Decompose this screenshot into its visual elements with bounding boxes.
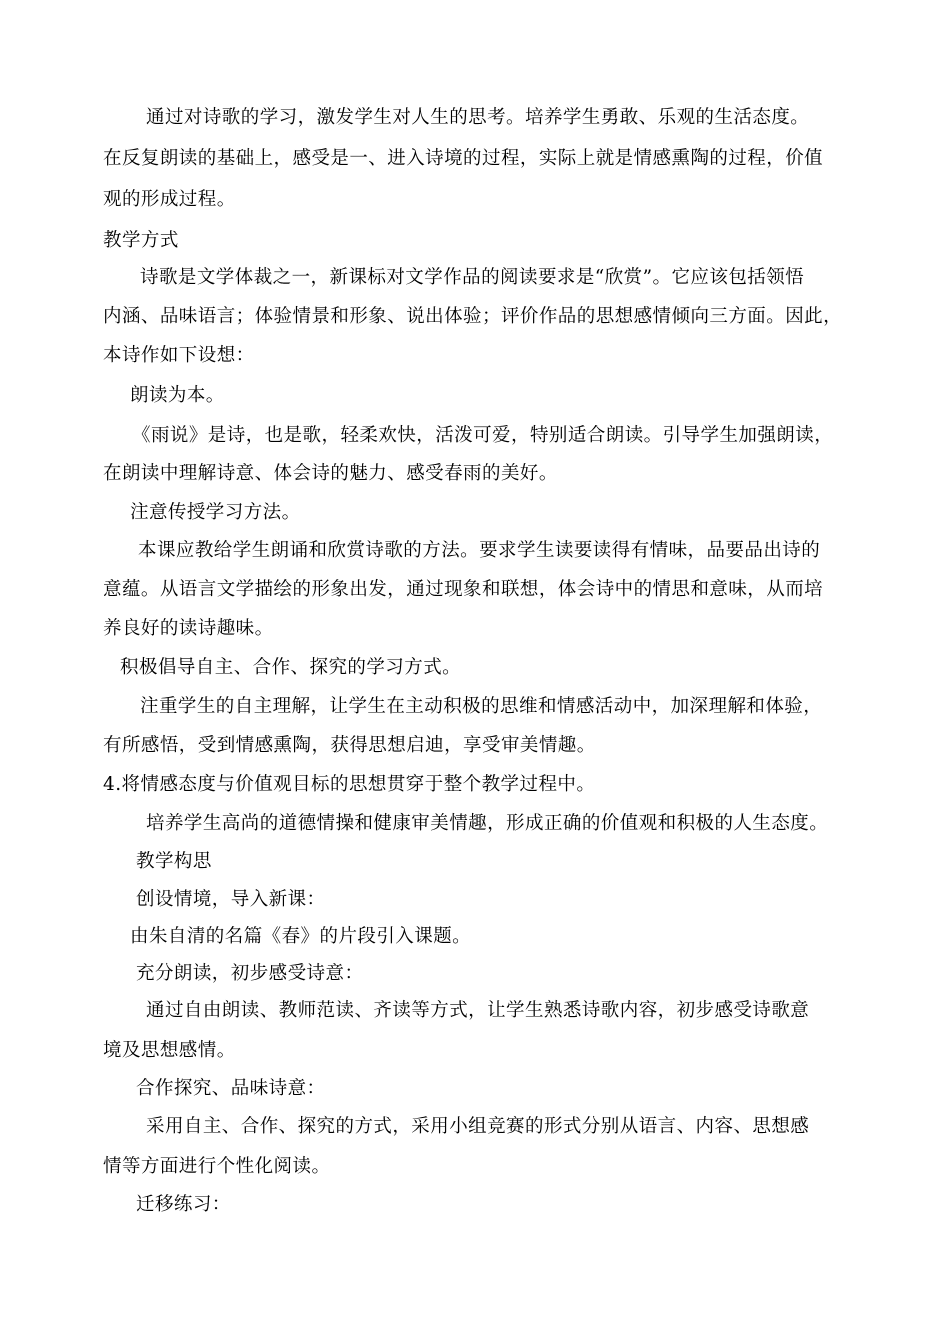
paragraph-line: 注重学生的自主理解，让学生在主动积极的思维和情感活动中，加深理解和体验， <box>140 696 823 717</box>
subheading: 4.将情感态度与价值观目标的思想贯穿于整个教学过程中。 <box>103 774 596 795</box>
subheading: 迁移练习： <box>136 1194 231 1215</box>
paragraph-line: 在反复朗读的基础上，感受是一、进入诗境的过程，实际上就是情感熏陶的过程，价值 <box>103 148 824 169</box>
subheading: 注意传授学习方法。 <box>130 502 301 523</box>
subheading: 创设情境，导入新课： <box>136 889 326 910</box>
paragraph-line: 本课应教给学生朗诵和欣赏诗歌的方法。要求学生读要读得有情味，品要品出诗的 <box>138 540 821 561</box>
paragraph-line: 本诗作如下设想： <box>103 345 255 366</box>
subheading: 朗读为本。 <box>130 385 225 406</box>
paragraph-line: 诗歌是文学体裁之一，新课标对文学作品的阅读要求是“欣赏”。它应该包括领悟 <box>140 267 805 288</box>
subheading: 充分朗读，初步感受诗意： <box>136 963 364 984</box>
paragraph-line: 情等方面进行个性化阅读。 <box>103 1156 331 1177</box>
paragraph-line: 采用自主、合作、探究的方式，采用小组竞赛的形式分别从语言、内容、思想感 <box>146 1116 810 1137</box>
paragraph-line: 由朱自清的名篇《春》的片段引入课题。 <box>130 926 472 947</box>
subheading: 合作探究、品味诗意： <box>136 1078 326 1099</box>
paragraph-line: 养良好的读诗趣味。 <box>103 618 274 639</box>
paragraph-line: 观的形成过程。 <box>103 189 236 210</box>
section-heading: 教学构思 <box>136 851 212 872</box>
paragraph-line: 意蕴。从语言文学描绘的形象出发，通过现象和联想，体会诗中的情思和意味，从而培 <box>103 579 824 600</box>
paragraph-line: 境及思想感情。 <box>103 1040 236 1061</box>
paragraph-line: 《雨说》是诗，也是歌，轻柔欢快，活泼可爱，特别适合朗读。引导学生加强朗读， <box>132 425 834 446</box>
paragraph-line: 有所感悟，受到情感熏陶，获得思想启迪，享受审美情趣。 <box>103 735 596 756</box>
paragraph-line: 通过自由朗读、教师范读、齐读等方式，让学生熟悉诗歌内容，初步感受诗歌意 <box>146 1000 810 1021</box>
paragraph-line: 内涵、品味语言；体验情景和形象、说出体验；评价作品的思想感情倾向三方面。因此， <box>103 306 843 327</box>
paragraph-line: 在朗读中理解诗意、体会诗的魅力、感受春雨的美好。 <box>103 463 558 484</box>
section-heading: 教学方式 <box>103 230 179 251</box>
subheading: 积极倡导自主、合作、探究的学习方式。 <box>120 657 462 678</box>
paragraph-line: 培养学生高尚的道德情操和健康审美情趣，形成正确的价值观和积极的人生态度。 <box>146 813 829 834</box>
paragraph-line: 通过对诗歌的学习，激发学生对人生的思考。培养学生勇敢、乐观的生活态度。 <box>146 107 810 128</box>
